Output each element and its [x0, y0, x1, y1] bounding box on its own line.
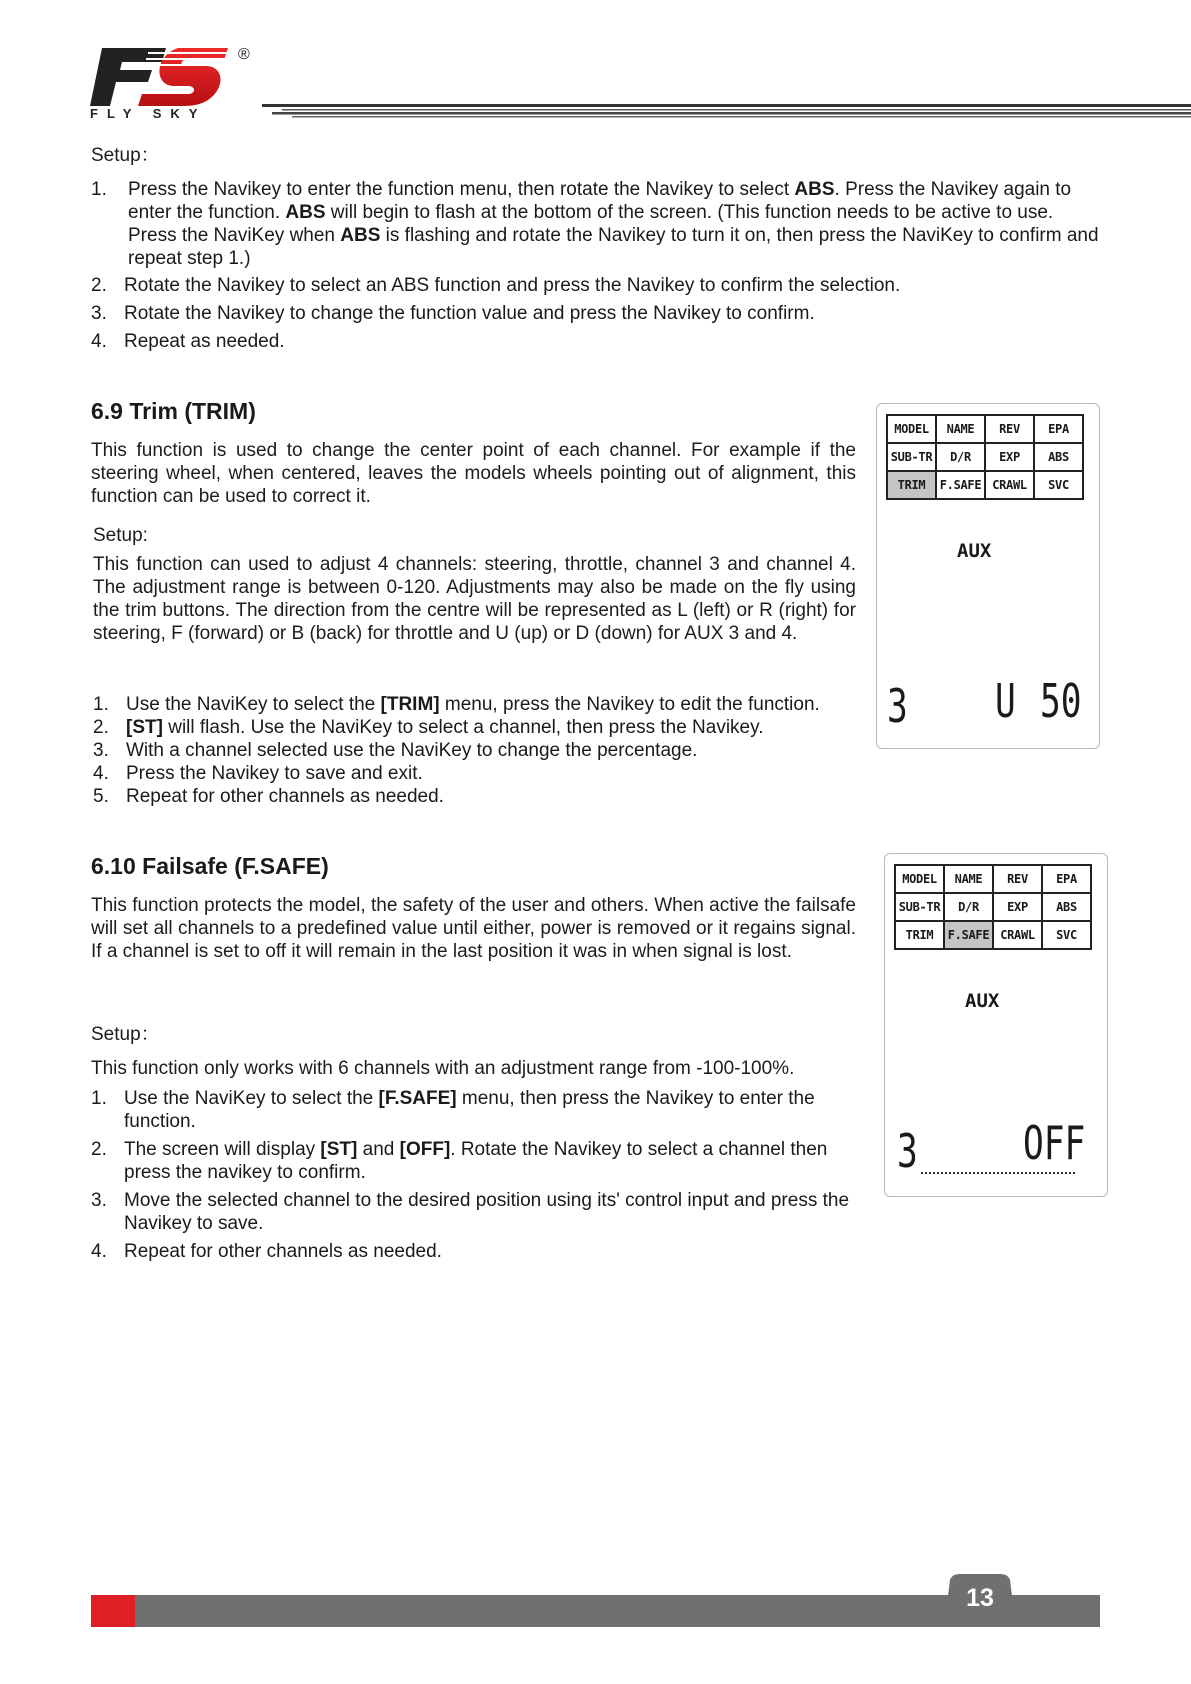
- menu-exp: EXP: [993, 893, 1042, 921]
- menu-epa: EPA: [1042, 865, 1091, 893]
- failsafe-step-3: 3. Move the selected channel to the desired position using its' control input and press the Navikey to save.: [91, 1190, 850, 1234]
- menu-abs: ABS: [1042, 893, 1091, 921]
- menu-name: NAME: [936, 415, 985, 443]
- failsafe-value: OFF: [1023, 1116, 1086, 1170]
- page-number: 13: [966, 1584, 994, 1612]
- failsafe-steps: [91, 1087, 851, 1263]
- trim-step-1: 1. Use the NaviKey to select the [TRIM] menu, press the Navikey to edit the function.: [93, 694, 820, 715]
- menu-trim-selected: TRIM: [887, 471, 936, 499]
- failsafe-setup-label: Setup：: [91, 1024, 160, 1045]
- menu-rev: REV: [985, 415, 1034, 443]
- trim-setup-text: This function can used to adjust 4 channels: steering, throttle, channel 3 and channel 4. The adjustment range is between 0-120. Adjustments may also be made on the fly using the trim buttons. The direction from the centre will be represented as L (left) or R (right) for steering, F (forward) or B (back) for throttle and U (up) or D (down) for AUX 3 and 4.: [93, 554, 856, 644]
- failsafe-menu-grid: [894, 864, 1092, 950]
- trim-setup-label: Setup:: [93, 525, 148, 546]
- menu-model: MODEL: [895, 865, 944, 893]
- failsafe-channel-label: AUX: [965, 990, 1000, 1012]
- registered-mark: ®: [238, 46, 250, 63]
- abs-step-1: 1. Press the Navikey to enter the function menu, then rotate the Navikey to select ABS. Press the Navikey again to enter the function. ABS will begin to flash at the bottom of the screen. (This function needs to be active to use. Press the NaviKey when ABS is flashing and rotate the Navikey to turn it on, then press the NaviKey to confirm and repeat step 1.): [91, 179, 1099, 269]
- abs-step-3: 3. Rotate the Navikey to change the function value and press the Navikey to confirm.: [91, 303, 815, 324]
- menu-fsafe: F.SAFE: [936, 471, 985, 499]
- abs-step-2: 2. Rotate the Navikey to select an ABS function and press the Navikey to confirm the selection.: [91, 275, 901, 296]
- failsafe-lcd-screen: [884, 853, 1108, 1197]
- failsafe-step-1: 1. Use the NaviKey to select the [F.SAFE] menu, then press the Navikey to enter the function.: [91, 1088, 815, 1132]
- failsafe-step-4: 4. Repeat for other channels as needed.: [91, 1241, 442, 1262]
- menu-dr: D/R: [944, 893, 993, 921]
- header-rule: [262, 104, 1191, 120]
- menu-name: NAME: [944, 865, 993, 893]
- trim-menu-grid: [886, 414, 1084, 500]
- menu-dr: D/R: [936, 443, 985, 471]
- menu-rev: REV: [993, 865, 1042, 893]
- trim-value: 50: [1040, 674, 1082, 728]
- failsafe-setup-text: This function only works with 6 channels with an adjustment range from -100-100%.: [91, 1058, 795, 1079]
- menu-trim: TRIM: [895, 921, 944, 949]
- trim-steps: [93, 693, 853, 808]
- trim-channel-label: AUX: [957, 540, 992, 562]
- page-number-tab: [944, 1574, 1016, 1627]
- trim-channel-number: 3: [887, 679, 908, 733]
- menu-svc: SVC: [1042, 921, 1091, 949]
- menu-exp: EXP: [985, 443, 1034, 471]
- trim-heading: 6.9 Trim (TRIM): [91, 398, 256, 424]
- menu-model: MODEL: [887, 415, 936, 443]
- failsafe-channel-number: 3: [897, 1124, 918, 1178]
- trim-lcd-screen: [876, 403, 1100, 749]
- menu-crawl: CRAWL: [985, 471, 1034, 499]
- trim-step-4: 4. Press the Navikey to save and exit.: [93, 763, 423, 784]
- failsafe-description: This function protects the model, the safety of the user and others. When active the failsafe will set all channels to a predefined value until either, power is removed or it regains signal. If a channel is set to off it will remain in the last position it was in when signal is lost.: [91, 895, 856, 962]
- menu-epa: EPA: [1034, 415, 1083, 443]
- menu-fsafe-selected: F.SAFE: [944, 921, 993, 949]
- menu-sub-tr: SUB-TR: [895, 893, 944, 921]
- failsafe-step-2: 2. The screen will display [ST] and [OFF]. Rotate the Navikey to select a channel then press the navikey to confirm.: [91, 1139, 828, 1183]
- menu-svc: SVC: [1034, 471, 1083, 499]
- menu-abs: ABS: [1034, 443, 1083, 471]
- trim-step-2: 2. [ST] will flash. Use the NaviKey to select a channel, then press the Navikey.: [93, 717, 764, 738]
- trim-direction: U: [995, 674, 1016, 728]
- failsafe-heading: 6.10 Failsafe (F.SAFE): [91, 853, 329, 879]
- logo-wordmark: FLY SKY: [90, 106, 207, 121]
- menu-crawl: CRAWL: [993, 921, 1042, 949]
- footer-accent: [91, 1595, 135, 1627]
- menu-sub-tr: SUB-TR: [887, 443, 936, 471]
- trim-description: This function is used to change the center point of each channel. For example if the steering wheel, when centered, leaves the models wheels pointing out of alignment, this function can be used to correct it.: [91, 440, 856, 507]
- trim-step-3: 3. With a channel selected use the NaviKey to change the percentage.: [93, 740, 698, 761]
- abs-step-4: 4. Repeat as needed.: [91, 331, 285, 352]
- trim-step-5: 5. Repeat for other channels as needed.: [93, 786, 444, 807]
- abs-steps: [91, 178, 1101, 353]
- flysky-logo-mark: [88, 44, 238, 108]
- flysky-logo: [88, 44, 258, 124]
- abs-setup-label: Setup：: [91, 145, 160, 166]
